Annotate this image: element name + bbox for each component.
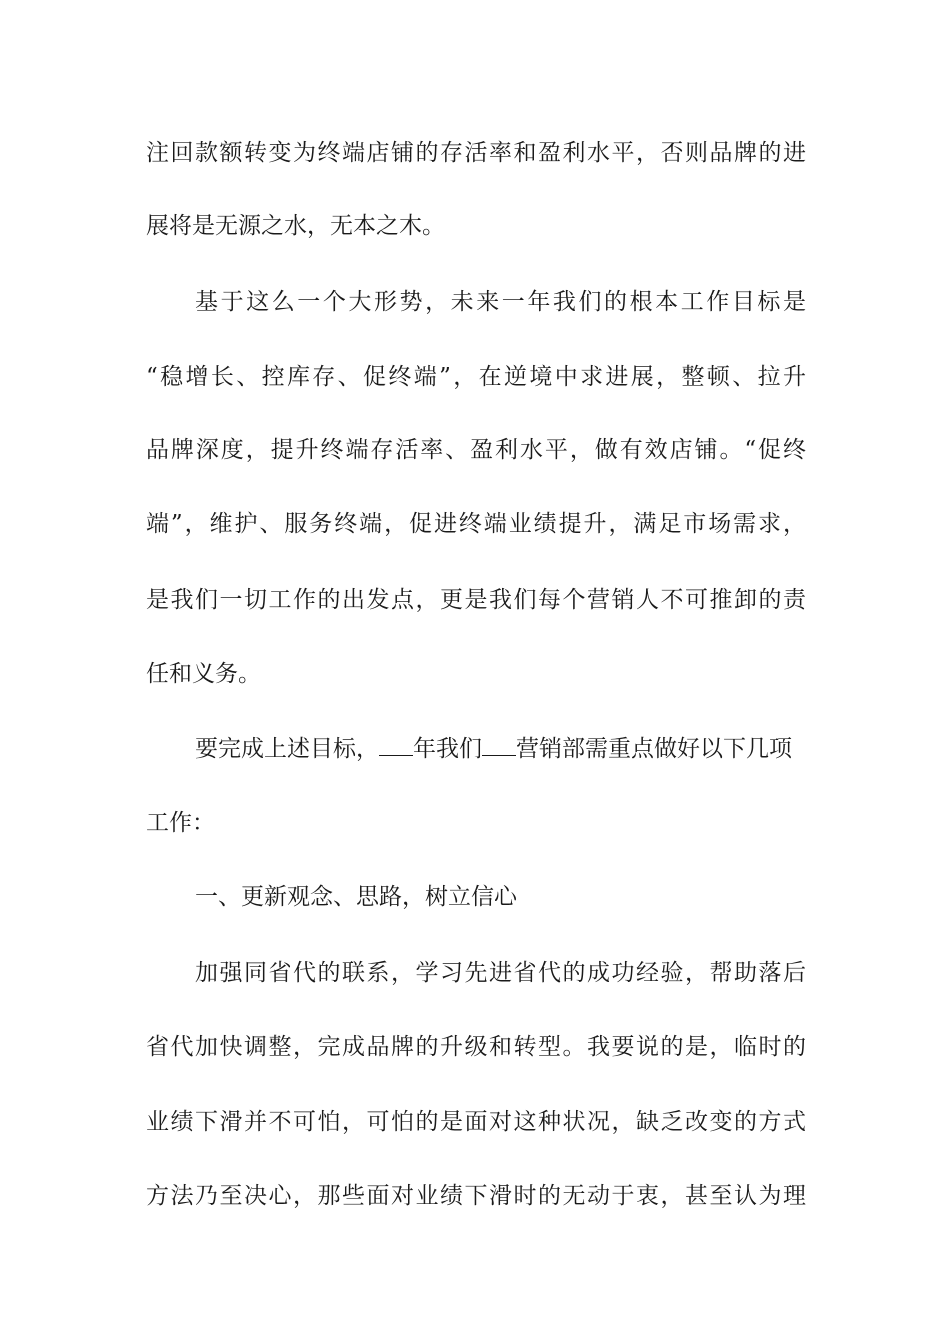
paragraph-line-with-blanks (195, 729, 806, 769)
line-segment: 年我们 (413, 736, 482, 762)
paragraph-line: 是我们一切工作的出发点，更是我们每个营销人不可推卸的责 (146, 587, 806, 613)
paragraph-line: 展将是无源之水，无本之木。 (146, 213, 445, 239)
line-segment: 营销部需重点做好以下几项 (516, 736, 792, 762)
section-heading: 一、更新观念、思路，树立信心 (195, 884, 517, 910)
paragraph-line: 端”，维护、服务终端，促进终端业绩提升，满足市场需求， (146, 511, 806, 537)
paragraph-line: 注回款额转变为终端店铺的存活率和盈利水平，否则品牌的进 (146, 140, 806, 166)
fill-in-blank (482, 733, 516, 756)
paragraph-line: 任和义务。 (146, 661, 261, 687)
paragraph-line: 工作： (146, 810, 215, 836)
fill-in-blank (379, 733, 413, 756)
paragraph-line: 省代加快调整，完成品牌的升级和转型。我要说的是，临时的 (146, 1034, 806, 1060)
paragraph-line: 业绩下滑并不可怕，可怕的是面对这种状况，缺乏改变的方式 (146, 1109, 806, 1135)
paragraph-line: 方法乃至决心，那些面对业绩下滑时的无动于衷，甚至认为理 (146, 1183, 806, 1209)
paragraph-line: “稳增长、控库存、促终端”，在逆境中求进展，整顿、拉升 (146, 364, 806, 390)
paragraph-line: 加强同省代的联系，学习先进省代的成功经验，帮助落后 (195, 960, 806, 986)
paragraph-line: 基于这么一个大形势，未来一年我们的根本工作目标是 (195, 289, 806, 315)
paragraph-line: 品牌深度，提升终端存活率、盈利水平，做有效店铺。“促终 (146, 437, 806, 463)
line-segment: 要完成上述目标， (195, 736, 379, 762)
